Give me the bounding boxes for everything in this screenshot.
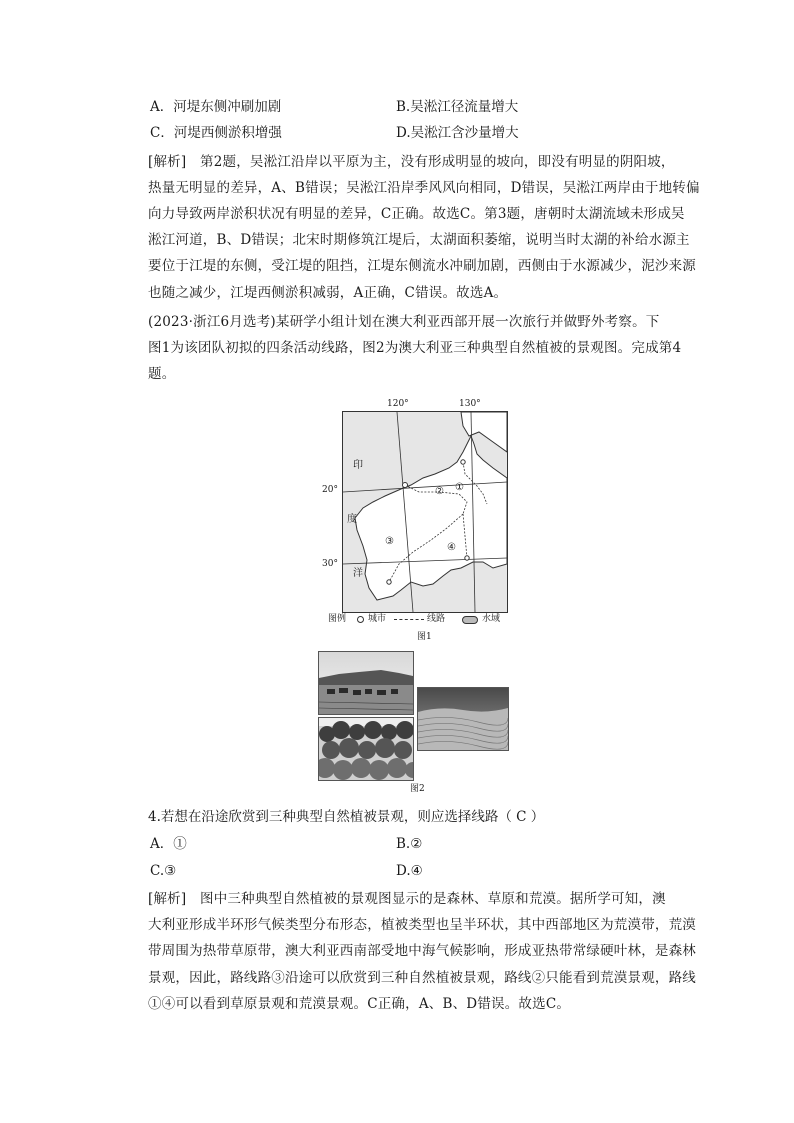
ocean-label-1: 印 [353, 460, 363, 471]
route-label-2: ② [435, 486, 444, 497]
q4-stem: 4.若想在沿途欣赏到三种典型自然植被景观，则应选择线路（ C ） [148, 809, 545, 825]
ocean-label-2: 度 [347, 514, 357, 525]
analysis2-line-4: 景观，因此，路线路③沿途可以欣赏到三种自然植被景观，路线②只能看到荒漠景观，路线 [148, 970, 696, 986]
legend-route-label: 线路 [427, 614, 446, 624]
analysis1-line-1: [解析] 第2题，吴淞江沿岸以平原为主，没有形成明显的坡向，即没有明显的阴阳坡， [148, 154, 675, 170]
intro-line-3: 题。 [148, 366, 176, 382]
grassland-photo [318, 651, 414, 715]
q3-option-a: A．河堤东侧冲刷加剧 [150, 99, 282, 115]
analysis1-line-5: 要位于江堤的东侧，受江堤的阻挡，江堤东侧流水冲刷加剧，西侧由于水源减少，泥沙来源 [148, 258, 696, 274]
q4-option-d: D.④ [396, 863, 423, 879]
q3-option-b: B.吴淞江径流量增大 [396, 99, 519, 115]
q4-option-b: B.② [396, 836, 423, 852]
figure2-caption: 图2 [410, 784, 425, 794]
desert-photo [417, 687, 509, 751]
intro-line-1: (2023·浙江6月选考)某研学小组计划在澳大利亚西部开展一次旅行并做野外考察。下 [148, 314, 660, 330]
legend-city-icon [357, 616, 364, 623]
city-perth [387, 580, 391, 584]
analysis2-line-2: 大利亚形成半环形气候类型分布形态，植被类型也呈半环状，其中西部地区为荒漠带，荒漠 [148, 917, 696, 933]
ocean-label-3: 洋 [353, 568, 363, 579]
analysis2-line-3: 带周围为热带草原带，澳大利亚西南部受地中海气候影响，形成亚热带常绿硬叶林，是森林 [148, 943, 696, 959]
analysis1-line-2: 热量无明显的差异，A、B错误；吴淞江沿岸季风风向相同，D错误，吴淞江两岸由于地转偏 [148, 180, 700, 196]
q3-option-d: D.吴淞江含沙量增大 [396, 125, 519, 141]
analysis2-line-5: ①④可以看到草原景观和荒漠景观。C正确，A、B、D错误。故选C。 [148, 996, 571, 1012]
q4-option-a: A．① [150, 836, 187, 852]
q3-option-c: C．河堤西侧淤积增强 [150, 125, 282, 141]
legend-city-label: 城市 [368, 614, 387, 624]
intro-line-2: 图1为该团队初拟的四条活动线路，图2为澳大利亚三种典型自然植被的景观图。完成第4 [148, 340, 682, 356]
city-north [461, 460, 465, 464]
map-svg [343, 412, 507, 612]
figure1-caption: 图1 [417, 632, 432, 642]
city-broome [403, 483, 408, 488]
australia-map [342, 411, 508, 613]
route-label-4: ④ [447, 542, 456, 553]
western-australia-land [355, 436, 507, 600]
map-lat-30: 30° [322, 559, 338, 569]
analysis1-line-6: 也随之减少，江堤西侧淤积减弱，A正确，C错误。故选A。 [148, 285, 508, 301]
analysis1-line-4: 淞江河道，B、D错误；北宋时期修筑江堤后，太湖面积萎缩，说明当时太湖的补给水源主 [148, 232, 690, 248]
analysis1-line-3: 向力导致两岸淤积状况有明显的差异，C正确。故选C。第3题，唐朝时太湖流域未形成吴 [148, 206, 685, 222]
city-south [465, 556, 469, 560]
map-lon-130: 130° [459, 399, 481, 409]
legend-title: 图例 [328, 614, 347, 624]
legend-water-label: 水域 [482, 614, 501, 624]
map-legend [328, 613, 518, 627]
map-lon-120: 120° [387, 399, 409, 409]
legend-route-icon [394, 619, 424, 620]
map-lat-20: 20° [322, 485, 338, 495]
route-label-1: ① [455, 482, 464, 493]
legend-water-icon [462, 616, 478, 624]
forest-photo [318, 717, 414, 781]
analysis2-line-1: [解析] 图中三种典型自然植被的景观图显示的是森林、草原和荒漠。据所学可知，澳 [148, 891, 666, 907]
route-label-3: ③ [385, 536, 394, 547]
q4-option-c: C.③ [150, 863, 177, 879]
